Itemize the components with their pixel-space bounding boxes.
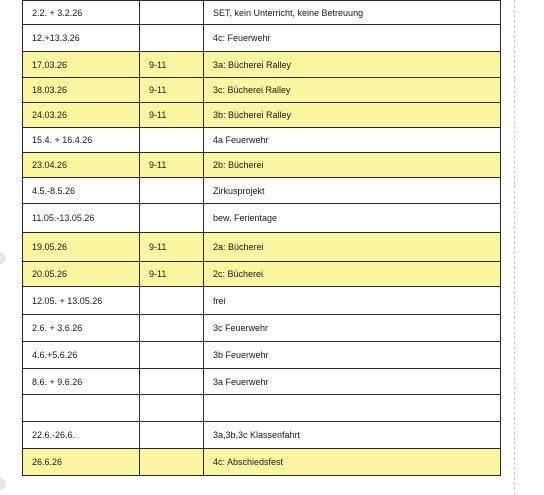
- time-cell: 9-11: [140, 78, 204, 103]
- date-cell: 26.6.26: [23, 449, 140, 476]
- event-cell: 2b: Bücherei: [204, 153, 501, 178]
- event-cell: 4c: Abschiedsfest: [204, 449, 501, 476]
- schedule-body: [23, 1, 501, 476]
- table-row: [23, 262, 501, 287]
- scroll-marker: [0, 478, 6, 490]
- event-cell: bew. Ferientage: [204, 204, 501, 233]
- date-cell: 4.6.+5.6.26: [23, 342, 140, 369]
- event-cell: 3c: Bücherei Ralley: [204, 78, 501, 103]
- table-row: [23, 342, 501, 369]
- table-row: [23, 25, 501, 52]
- table-row: [23, 449, 501, 476]
- table-row: [23, 128, 501, 153]
- time-cell: [140, 204, 204, 233]
- date-cell: 11.05.-13.05.26: [23, 204, 140, 233]
- date-cell: 19.05.26: [23, 233, 140, 262]
- date-cell: 2.2. + 3.2.26: [23, 1, 140, 25]
- table-row: [23, 1, 501, 25]
- event-cell: Zirkusprojekt: [204, 178, 501, 204]
- time-cell: 9-11: [140, 233, 204, 262]
- event-cell: 3a Feuerwehr: [204, 369, 501, 395]
- date-cell: 23.04.26: [23, 153, 140, 178]
- time-cell: [140, 422, 204, 449]
- event-cell: SET, kein Unterricht, keine Betreuung: [204, 1, 501, 25]
- scroll-marker: [0, 252, 6, 264]
- table-row: [23, 422, 501, 449]
- table-row: [23, 52, 501, 78]
- date-cell: 22.6.-26.6.: [23, 422, 140, 449]
- event-cell: [204, 395, 501, 422]
- date-cell: [23, 395, 140, 422]
- event-cell: 4a Feuerwehr: [204, 128, 501, 153]
- time-cell: [140, 178, 204, 204]
- event-cell: frei: [204, 287, 501, 315]
- date-cell: 2.6. + 3.6.26: [23, 315, 140, 342]
- table-row: [23, 369, 501, 395]
- time-cell: [140, 449, 204, 476]
- event-cell: 4c: Feuerwehr: [204, 25, 501, 52]
- time-cell: [140, 395, 204, 422]
- date-cell: 4.5.-8.5.26: [23, 178, 140, 204]
- event-cell: 3a: Bücherei Ralley: [204, 52, 501, 78]
- table-row: [23, 395, 501, 422]
- time-cell: 9-11: [140, 103, 204, 128]
- time-cell: 9-11: [140, 52, 204, 78]
- table-row: [23, 287, 501, 315]
- table-row: [23, 153, 501, 178]
- event-cell: 2c: Bücherei: [204, 262, 501, 287]
- table-row: [23, 178, 501, 204]
- date-cell: 18.03.26: [23, 78, 140, 103]
- time-cell: [140, 128, 204, 153]
- table-row: [23, 103, 501, 128]
- time-cell: 9-11: [140, 153, 204, 178]
- date-cell: 20.05.26: [23, 262, 140, 287]
- schedule-table: [22, 0, 501, 476]
- date-cell: 15.4. + 16.4.26: [23, 128, 140, 153]
- date-cell: 12.05. + 13.05.26: [23, 287, 140, 315]
- date-cell: 24.03.26: [23, 103, 140, 128]
- table-row: [23, 204, 501, 233]
- event-cell: 3c Feuerwehr: [204, 315, 501, 342]
- time-cell: 9-11: [140, 262, 204, 287]
- table-row: [23, 315, 501, 342]
- time-cell: [140, 369, 204, 395]
- event-cell: 3b: Bücherei Ralley: [204, 103, 501, 128]
- event-cell: 3a,3b,3c Klassenfahrt: [204, 422, 501, 449]
- date-cell: 8.6. + 9.6.26: [23, 369, 140, 395]
- time-cell: [140, 315, 204, 342]
- event-cell: 2a: Bücherei: [204, 233, 501, 262]
- event-cell: 3b Feuerwehr: [204, 342, 501, 369]
- time-cell: [140, 287, 204, 315]
- time-cell: [140, 342, 204, 369]
- table-row: [23, 78, 501, 103]
- time-cell: [140, 25, 204, 52]
- date-cell: 12.+13.3.26: [23, 25, 140, 52]
- time-cell: [140, 1, 204, 25]
- page-edge-right: [514, 0, 516, 495]
- table-row: [23, 233, 501, 262]
- date-cell: 17.03.26: [23, 52, 140, 78]
